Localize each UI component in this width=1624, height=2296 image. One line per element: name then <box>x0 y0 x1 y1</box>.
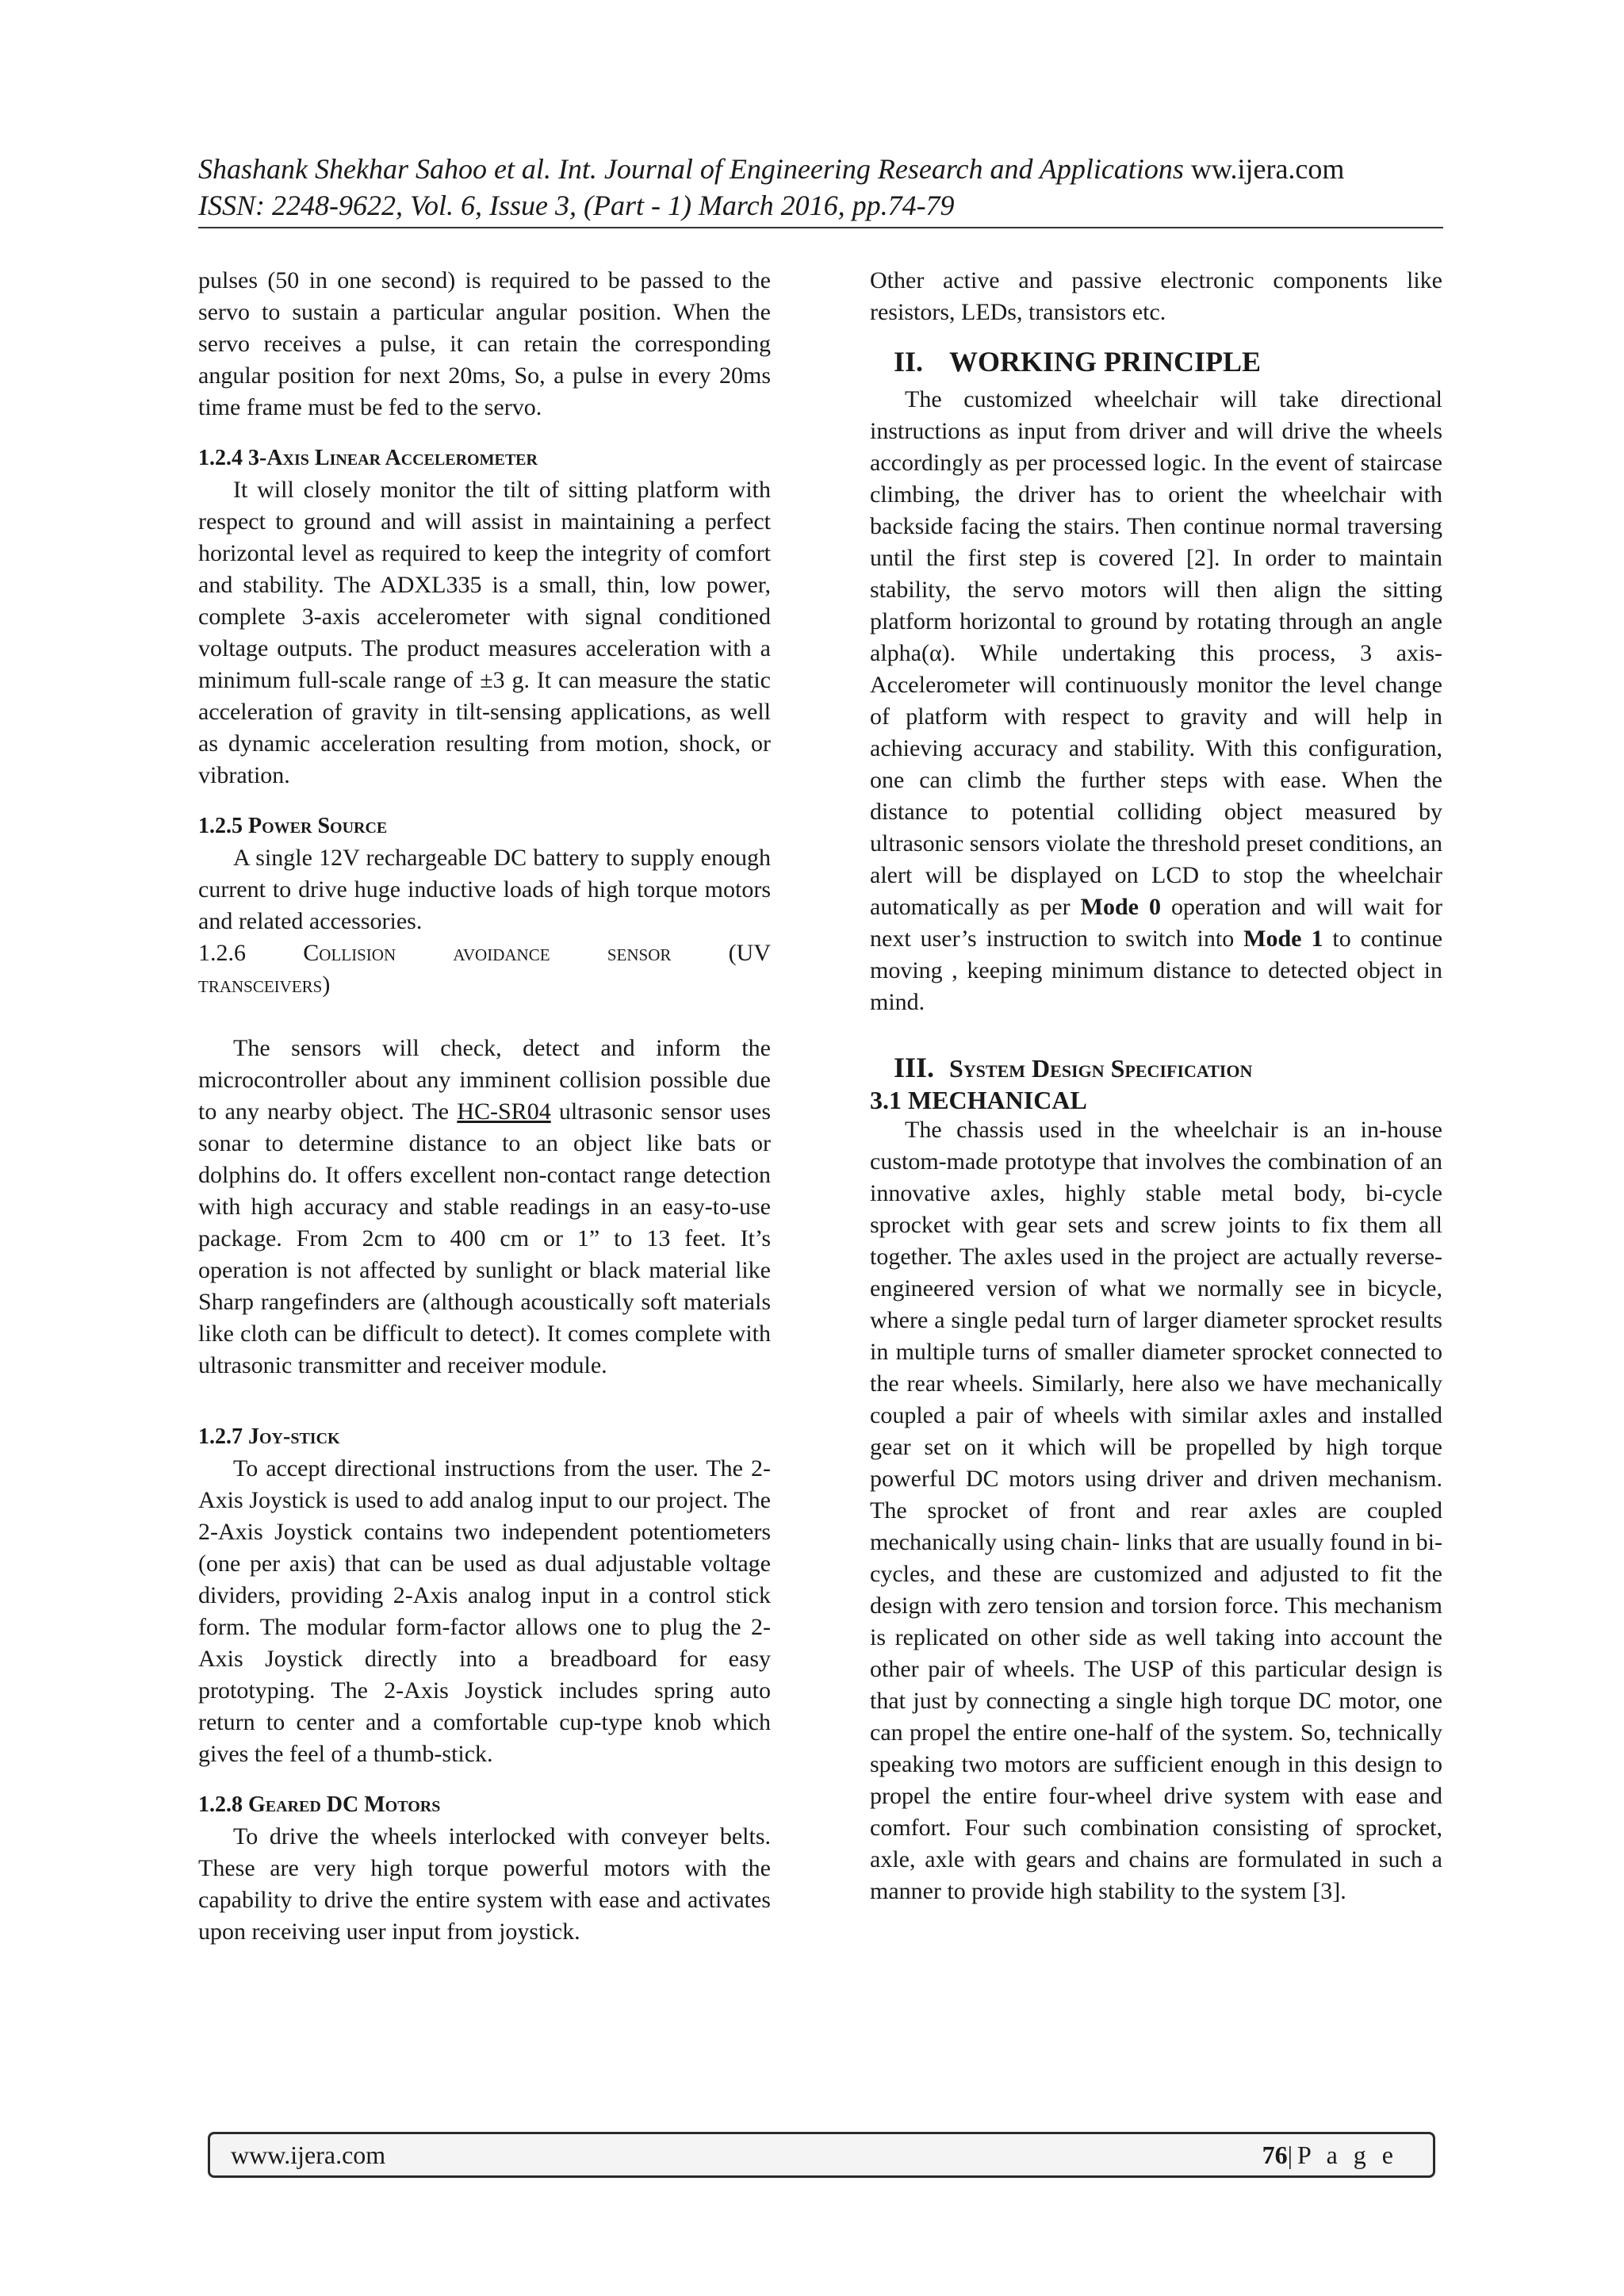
text-span: to continue moving , keeping minimum distance to detected object in mind. <box>870 926 1443 1015</box>
heading-1-2-4: 1.2.4 3-Axis Linear Accelerometer <box>198 446 538 470</box>
section-ii-heading <box>870 344 1442 379</box>
text-span: The sensors will check, detect and inform the microcontroller about any imminent collision possible due to any nearby object. The <box>198 1035 771 1125</box>
header-journal: Shashank Shekhar Sahoo et al. Int. Journal of Engineering Research and Applications <box>198 153 1184 185</box>
header-issn: ISSN: 2248-9622, Vol. 6, Issue 3, (Part - 1) March 2016, pp.74-79 <box>198 190 955 221</box>
heading-word: avoidance <box>453 940 550 966</box>
heading-1-2-8: 1.2.8 Geared DC Motors <box>198 1792 441 1817</box>
left-column <box>198 265 771 1948</box>
page-number-value: 76 <box>1262 2140 1288 2169</box>
heading-1-2-7: 1.2.7 Joy-stick <box>198 1424 340 1449</box>
page-label: |P a g e <box>1287 2140 1398 2169</box>
hc-sr04-link[interactable]: HC-SR04 <box>457 1098 551 1125</box>
mode-1-text: Mode 1 <box>1243 926 1323 952</box>
page-footer <box>208 2132 1435 2178</box>
running-header <box>198 151 1443 224</box>
paragraph-other-components: Other active and passive electronic components like resistors, LEDs, transistors etc. <box>870 267 1442 325</box>
page-number <box>1262 2141 1398 2170</box>
footer-url[interactable]: www.ijera.com <box>231 2140 386 2169</box>
heading-1-2-6-line2: transceivers) <box>198 972 331 998</box>
paragraph-mechanical: The chassis used in the wheelchair is an in-house custom-made prototype that involves the combination of an innovative axles, highly stable metal body, bi-cycle sprocket with gear sets and screw joints to fix them all together. The axles used in the project are actually reverse-engineered version of what we normally see in bicycle, where a single pedal turn of larger diameter sprocket results in multiple turns of smaller diameter sprocket connected to the rear wheels. Similarly, here also we have mechanically coupled a pair of wheels with similar axles and installed gear set on it which will be propelled by high torque powerful DC motors using driver and driven mechanism. The sprocket of front and rear axles are coupled mechanically using chain- links that are usually found in bi-cycles, and these are customized and adjusted to fit the design with zero tension and torsion force. This mechanism is replicated on other side as well taking into account the other pair of wheels. The USP of this particular design is that just by connecting a single high torque DC motor, one can propel the entire one-half of the system. So, technically speaking two motors are sufficient enough in this design to propel the entire four-wheel drive system with ease and comfort. Four such combination consisting of sprocket, axle, axle with gears and chains are formulated in such a manner to provide high stability to the system [3]. <box>870 1117 1442 1904</box>
section-title: System Design Specification <box>949 1054 1253 1083</box>
heading-word: (UV <box>728 940 771 966</box>
heading-3-1: 3.1 MECHANICAL <box>870 1086 1087 1114</box>
section-number: III. <box>894 1052 935 1083</box>
paragraph-joystick: To accept directional instructions from the user. The 2-Axis Joystick is used to add analog input to our project. The 2-Axis Joystick contains two independent potentiometers (one per axis) that can be used as dual adjustable voltage dividers, providing 2-Axis analog input in a control stick form. The modular form-factor allows one to plug the 2-Axis Joystick directly into a breadboard for easy prototyping. The 2-Axis Joystick includes spring auto return to center and a comfortable cup-type knob which gives the feel of a thumb-stick. <box>198 1455 771 1767</box>
heading-word: Collision <box>303 940 396 966</box>
header-citation <box>198 151 1443 187</box>
text-span: ultrasonic sensor uses sonar to determine distance to an object like bats or dolphins do. It offers excellent non-contact range detection with high accuracy and stable readings in an easy-to-use package. From 2cm to 400 cm or 1” to 13 feet. It’s operation is not affected by sunlight or black material like Sharp rangefinders are (although acoustically soft materials like cloth can be difficult to detect). It comes complete with ultrasonic transmitter and receiver module. <box>198 1098 772 1378</box>
section-title: WORKING PRINCIPLE <box>949 346 1262 378</box>
heading-1-2-6-number: 1.2.6 <box>198 940 246 966</box>
heading-word: sensor <box>607 940 672 966</box>
paragraph-power-source: A single 12V rechargeable DC battery to supply enough current to drive huge inductive loads of high torque motors and related accessories. <box>198 845 771 934</box>
paragraph-collision-sensor <box>198 1033 771 1382</box>
text-span: operation and will wait for next user’s instruction to switch into <box>870 894 1442 952</box>
paragraph-geared-motors: To drive the wheels interlocked with conveyer belts. These are very high torque powerful motors with the capability to drive the entire system with ease and activates upon receiving user input from joystick. <box>198 1823 771 1945</box>
right-column <box>870 265 1442 1907</box>
heading-1-2-6 <box>198 937 771 1001</box>
header-url[interactable]: ww.ijera.com <box>1190 153 1345 185</box>
paragraph-servo: pulses (50 in one second) is required to be passed to the servo to sustain a particular angular position. When the servo receives a pulse, it can retain the corresponding angular position for next 20ms, So, a pulse in every 20ms time frame must be fed to the servo. <box>198 267 771 420</box>
paragraph-working-principle <box>870 384 1442 1018</box>
mode-0-text: Mode 0 <box>1080 894 1161 920</box>
heading-1-2-5: 1.2.5 Power Source <box>198 814 388 838</box>
text-span: The customized wheelchair will take directional instructions as input from driver and will drive the wheels accordingly as per processed logic. In the event of staircase climbing, the driver has to orient the wheelchair with backside facing the stairs. Then continue normal traversing until the first step is covered [2]. In order to maintain stability, the servo motors will then align the sitting platform horizontal to ground by rotating through an angle alpha(α). While undertaking this process, 3 axis-Accelerometer will continuously monitor the level change of platform with respect to gravity and will help in achieving accuracy and stability. With this configuration, one can climb the further steps with ease. When the distance to potential colliding object measured by ultrasonic sensors violate the threshold preset conditions, an alert will be displayed on LCD to stop the wheelchair automatically as per <box>870 386 1442 920</box>
paragraph-accelerometer: It will closely monitor the tilt of sitting platform with respect to ground and will assist in maintaining a perfect horizontal level as required to keep the integrity of comfort and stability. The ADXL335 is a small, thin, low power, complete 3-axis accelerometer with signal conditioned voltage outputs. The product measures acceleration with a minimum full-scale range of ±3 g. It can measure the static acceleration of gravity in tilt-sensing applications, as well as dynamic acceleration resulting from motion, shock, or vibration. <box>198 477 771 788</box>
section-iii-heading <box>870 1050 1442 1086</box>
section-number: II. <box>894 346 924 378</box>
header-rule <box>198 227 1443 228</box>
